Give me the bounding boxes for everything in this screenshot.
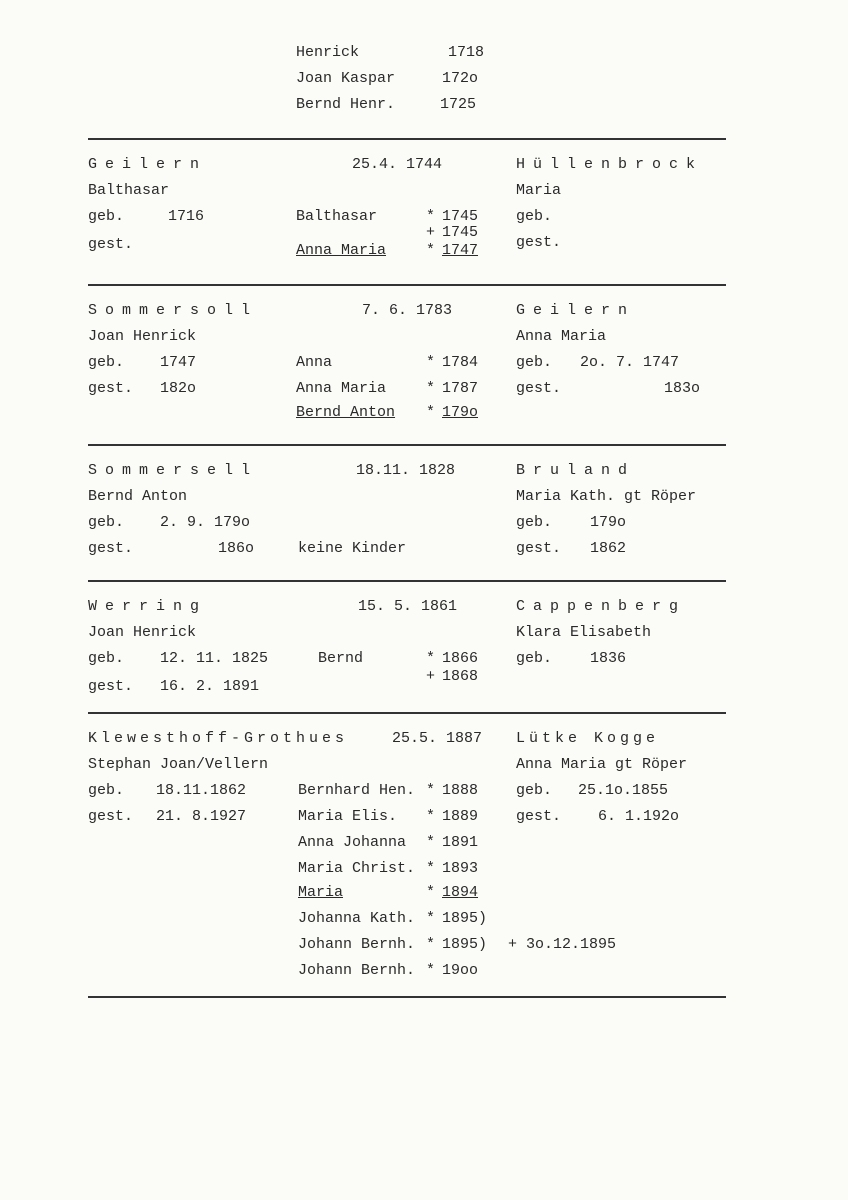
- husband-surname: Sommersoll: [88, 302, 259, 319]
- died-label: gest.: [88, 236, 134, 253]
- child-mark: *: [426, 808, 436, 825]
- wife-surname: Lütke Kogge: [516, 730, 660, 747]
- child-year: 1895): [442, 936, 488, 953]
- husband-died: 21. 8.1927: [156, 808, 247, 825]
- died-label: gest.: [516, 808, 562, 825]
- died-label: gest.: [88, 808, 134, 825]
- child-name: Johann Bernh.: [298, 936, 416, 953]
- husband-first-name: Joan Henrick: [88, 328, 197, 345]
- husband-surname: Geilern: [88, 156, 208, 173]
- divider: [88, 712, 726, 714]
- divider: [88, 284, 726, 286]
- wife-first-name: Maria Kath. gt Röper: [516, 488, 697, 505]
- child-name: Anna: [296, 354, 333, 371]
- child-year: 1866: [442, 650, 479, 667]
- husband-surname: Sommersell: [88, 462, 259, 479]
- child-mark: *: [426, 860, 436, 877]
- husband-surname: Klewesthoff-Grothues: [88, 730, 349, 747]
- child-mark: *: [426, 782, 436, 799]
- husband-born: 1716: [168, 208, 205, 225]
- husband-first-name: Joan Henrick: [88, 624, 197, 641]
- divider: [88, 996, 726, 998]
- wife-born: 2o. 7. 1747: [580, 354, 680, 371]
- wife-died: 183o: [664, 380, 701, 397]
- child-name: Johanna Kath.: [298, 910, 416, 927]
- husband-first-name: Balthasar: [88, 182, 170, 199]
- husband-first-name: Bernd Anton: [88, 488, 188, 505]
- wife-surname: Cappenberg: [516, 598, 687, 615]
- wife-first-name: Maria: [516, 182, 562, 199]
- child-year: 1888: [442, 782, 479, 799]
- child-year: 1894: [442, 884, 479, 901]
- child-mark: *: [426, 404, 436, 421]
- husband-born: 18.11.1862: [156, 782, 247, 799]
- wife-first-name: Anna Maria: [516, 328, 607, 345]
- header-child-name: Joan Kaspar: [296, 70, 396, 87]
- divider: [88, 138, 726, 140]
- husband-died: 182o: [160, 380, 197, 397]
- husband-born: 12. 11. 1825: [160, 650, 269, 667]
- header-child-name: Henrick: [296, 44, 360, 61]
- child-name: Maria: [298, 884, 344, 901]
- born-label: geb.: [88, 354, 125, 371]
- died-label: gest.: [516, 540, 562, 557]
- child-year: 1784: [442, 354, 479, 371]
- child-mark: *: [426, 962, 436, 979]
- born-label: geb.: [88, 782, 125, 799]
- wife-born: 179o: [590, 514, 627, 531]
- wife-surname: Hüllenbrock: [516, 156, 704, 173]
- child-mark: *: [426, 834, 436, 851]
- wife-surname: Bruland: [516, 462, 636, 479]
- child-mark: *: [426, 242, 436, 259]
- marriage-date: 7. 6. 1783: [362, 302, 453, 319]
- child-mark: *: [426, 884, 436, 901]
- child-mark: +: [426, 668, 436, 685]
- child-name: Anna Johanna: [298, 834, 407, 851]
- husband-born: 2. 9. 179o: [160, 514, 251, 531]
- header-child-year: 1718: [448, 44, 485, 61]
- wife-died: 6. 1.192o: [598, 808, 680, 825]
- died-label: gest.: [516, 234, 562, 251]
- children-note: keine Kinder: [298, 540, 407, 557]
- born-label: geb.: [88, 514, 125, 531]
- child-mark: *: [426, 354, 436, 371]
- child-mark: *: [426, 208, 436, 225]
- marriage-date: 25.5. 1887: [392, 730, 483, 747]
- child-year: 1868: [442, 668, 479, 685]
- child-year: 1745: [442, 224, 479, 241]
- divider: [88, 444, 726, 446]
- child-name: Maria Elis.: [298, 808, 398, 825]
- child-mark: *: [426, 650, 436, 667]
- child-year: 1747: [442, 242, 479, 259]
- child-mark: +: [426, 224, 436, 241]
- header-child-year: 1725: [440, 96, 477, 113]
- wife-first-name: Klara Elisabeth: [516, 624, 652, 641]
- child-mark: *: [426, 936, 436, 953]
- died-label: gest.: [516, 380, 562, 397]
- child-year: 1889: [442, 808, 479, 825]
- child-name: Johann Bernh.: [298, 962, 416, 979]
- wife-surname: Geilern: [516, 302, 636, 319]
- wife-died: 1862: [590, 540, 627, 557]
- died-label: gest.: [88, 678, 134, 695]
- twins-death: + 3o.12.1895: [508, 936, 617, 953]
- husband-first-name: Stephan Joan/Vellern: [88, 756, 269, 773]
- child-year: 19oo: [442, 962, 479, 979]
- child-name: Balthasar: [296, 208, 378, 225]
- child-year: 1893: [442, 860, 479, 877]
- wife-born: 25.1o.1855: [578, 782, 669, 799]
- child-year: 1745: [442, 208, 479, 225]
- child-name: Anna Maria: [296, 242, 387, 259]
- wife-first-name: Anna Maria gt Röper: [516, 756, 688, 773]
- wife-born: 1836: [590, 650, 627, 667]
- child-name: Maria Christ.: [298, 860, 416, 877]
- marriage-date: 18.11. 1828: [356, 462, 456, 479]
- husband-died: 16. 2. 1891: [160, 678, 260, 695]
- born-label: geb.: [516, 782, 553, 799]
- child-mark: *: [426, 380, 436, 397]
- child-year: 179o: [442, 404, 479, 421]
- header-child-year: 172o: [442, 70, 479, 87]
- born-label: geb.: [516, 208, 553, 225]
- child-year: 1787: [442, 380, 479, 397]
- header-child-name: Bernd Henr.: [296, 96, 396, 113]
- child-mark: *: [426, 910, 436, 927]
- died-label: gest.: [88, 380, 134, 397]
- husband-born: 1747: [160, 354, 197, 371]
- marriage-date: 25.4. 1744: [352, 156, 443, 173]
- born-label: geb.: [516, 354, 553, 371]
- marriage-date: 15. 5. 1861: [358, 598, 458, 615]
- husband-died: 186o: [218, 540, 255, 557]
- divider: [88, 580, 726, 582]
- born-label: geb.: [516, 650, 553, 667]
- child-name: Bernhard Hen.: [298, 782, 416, 799]
- born-label: geb.: [88, 208, 125, 225]
- child-name: Bernd: [318, 650, 364, 667]
- born-label: geb.: [88, 650, 125, 667]
- child-year: 1895): [442, 910, 488, 927]
- died-label: gest.: [88, 540, 134, 557]
- child-name: Bernd Anton: [296, 404, 396, 421]
- born-label: geb.: [516, 514, 553, 531]
- husband-surname: Werring: [88, 598, 208, 615]
- child-name: Anna Maria: [296, 380, 387, 397]
- child-year: 1891: [442, 834, 479, 851]
